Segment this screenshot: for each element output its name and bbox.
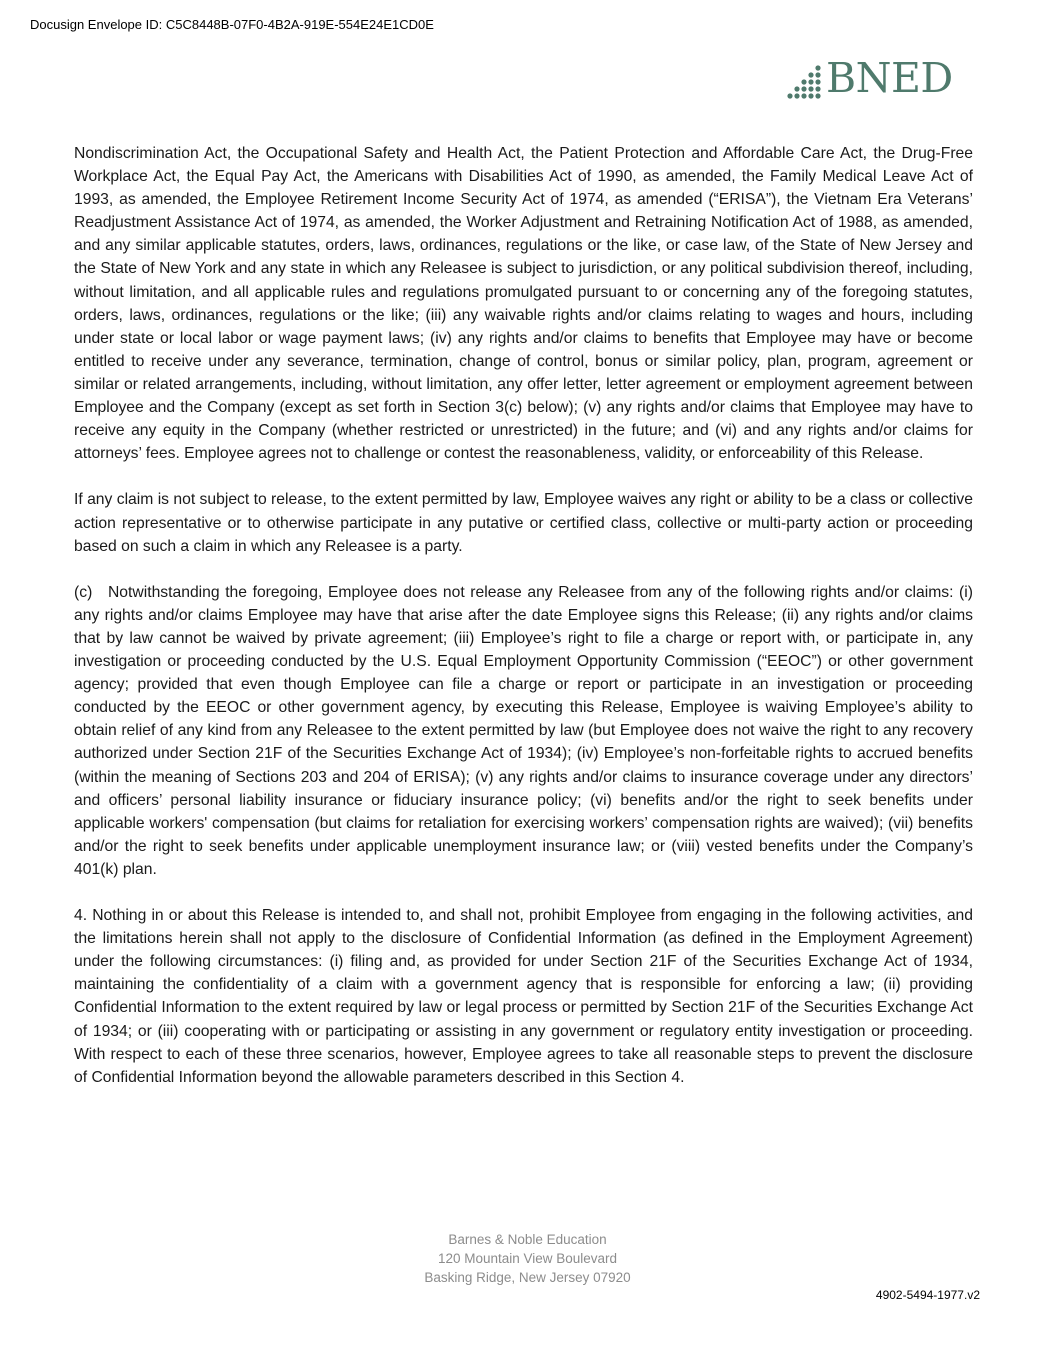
paragraph-class-action-waiver: If any claim is not subject to release, to the extent permitted by law, Employee waives any right or ability to be a class or collective action representative or to otherwise participate in any putative or certified class, collective or multi-party action or proceeding based on such a claim in which any Releasee is a party.: [74, 491, 973, 555]
bned-logo: [786, 54, 976, 102]
dot-grid-icon: [786, 62, 826, 100]
footer-city: Basking Ridge, New Jersey 07920: [424, 1270, 631, 1286]
envelope-id: Docusign Envelope ID: C5C8448B-07F0-4B2A-919E-554E24E1CD0E: [30, 17, 434, 32]
footer-street: 120 Mountain View Boulevard: [437, 1251, 618, 1267]
paragraph-section-4: 4. Nothing in or about this Release is intended to, and shall not, prohibit Employee from engaging in the following activities, and the limitations herein shall not apply to the disclosure of Confidential Information (as defined in the Employment Agreement) under the following circumstances: (i) filing and, as provided for under Section 21F of the Securities Exchange Act of 1934, maintaining the confidentiality of a claim with a government agency that is responsible for enforcing a law; (ii) providing Confidential Information to the extent required by law or legal process or permitted by Section 21F of the Securities Exchange Act of 1934; or (iii) cooperating with or participating or assisting in any government or regulatory entity investigation or proceeding. With respect to each of these three scenarios, however, Employee agrees to take all reasonable steps to prevent the disclosure of Confidential Information beyond the allowable parameters described in this Section 4.: [74, 907, 973, 1086]
paragraph-statutes: Nondiscrimination Act, the Occupational Safety and Health Act, the Patient Protection and Affordable Care Act, the Drug-Free Workplace Act, the Equal Pay Act, the Americans with Disabilities Act of 1990, as amended, the Family Medical Leave Act of 1993, as amended, the Employee Retirement Income Security Act of 1974, as amended (“ERISA”), the Vietnam Era Veterans’ Readjustment Assistance Act of 1974, as amended, the Worker Adjustment and Retraining Notification Act of 1988, as amended, and any similar applicable statutes, orders, laws, ordinances, regulations or the like, or case law, of the State of New Jersey and the State of New York and any state in which any Releasee is subject to jurisdiction, or any political subdivision thereof, including, without limitation, and all applicable rules and regulations promulgated pursuant to or concerning any of the foregoing statutes, orders, laws, ordinances, regulations or the like; (iii) any waivable rights and/or claims relating to wages and hours, including under state or local labor or wage payment laws; (iv) any rights and/or claims to benefits that Employee may have or become entitled to receive under any severance, termination, change of control, bonus or similar policy, plan, program, agreement or similar or related arrangements, including, without limitation, any offer letter, letter agreement or employment agreement between Employee and the Company (except as set forth in Section 3(c) below); (v) any rights and/or claims that Employee may have to receive any equity in the Company (whether restricted or unrestricted) in the future; and (vi) and any rights and/or claims for attorneys’ fees. Employee agrees not to challenge or contest the reasonableness, validity, or enforceability of this Release.: [74, 145, 973, 463]
footer-company: Barnes & Noble Education: [448, 1232, 607, 1247]
document-number: 4902-5494-1977.v2: [875, 1288, 980, 1302]
release-body: [74, 142, 973, 1089]
footer-address: [0, 1230, 1055, 1288]
logo-wordmark: BNED: [826, 54, 953, 102]
paragraph-section-3c: (c) Notwithstanding the foregoing, Employee does not release any Releasee from any of the following rights and/or claims: (i) any rights and/or claims Employee may have that arise after the date Employee signs this Release; (ii) any rights and/or claims that by law cannot be waived by private agreement; (iii) Employee’s right to file a charge or report with, or participate in, any investigation or proceeding conducted by the U.S. Equal Employment Opportunity Commission (“EEOC”) or other government agency; provided that even though Employee can file a charge or report or participate in an investigation or proceeding conducted by the EEOC or other government agency, by executing this Release, Employee is waiving Employee’s ability to obtain relief of any kind from any Releasee to the extent permitted by law (but Employee does not waive the right to any recovery authorized under Section 21F of the Securities Exchange Act of 1934); (iv) Employee’s non-forfeitable rights to accrued benefits (within the meaning of Sections 203 and 204 of ERISA); (v) any rights and/or claims to insurance coverage under any directors’ and officers’ personal liability insurance or fiduciary insurance policy; (vi) benefits and/or the right to seek benefits under applicable workers' compensation (but claims for retaliation for exercising workers’ compensation rights are waived); (vii) benefits and/or the right to seek benefits under applicable unemployment insurance law; or (viii) vested benefits under the Company’s 401(k) plan.: [74, 583, 973, 878]
